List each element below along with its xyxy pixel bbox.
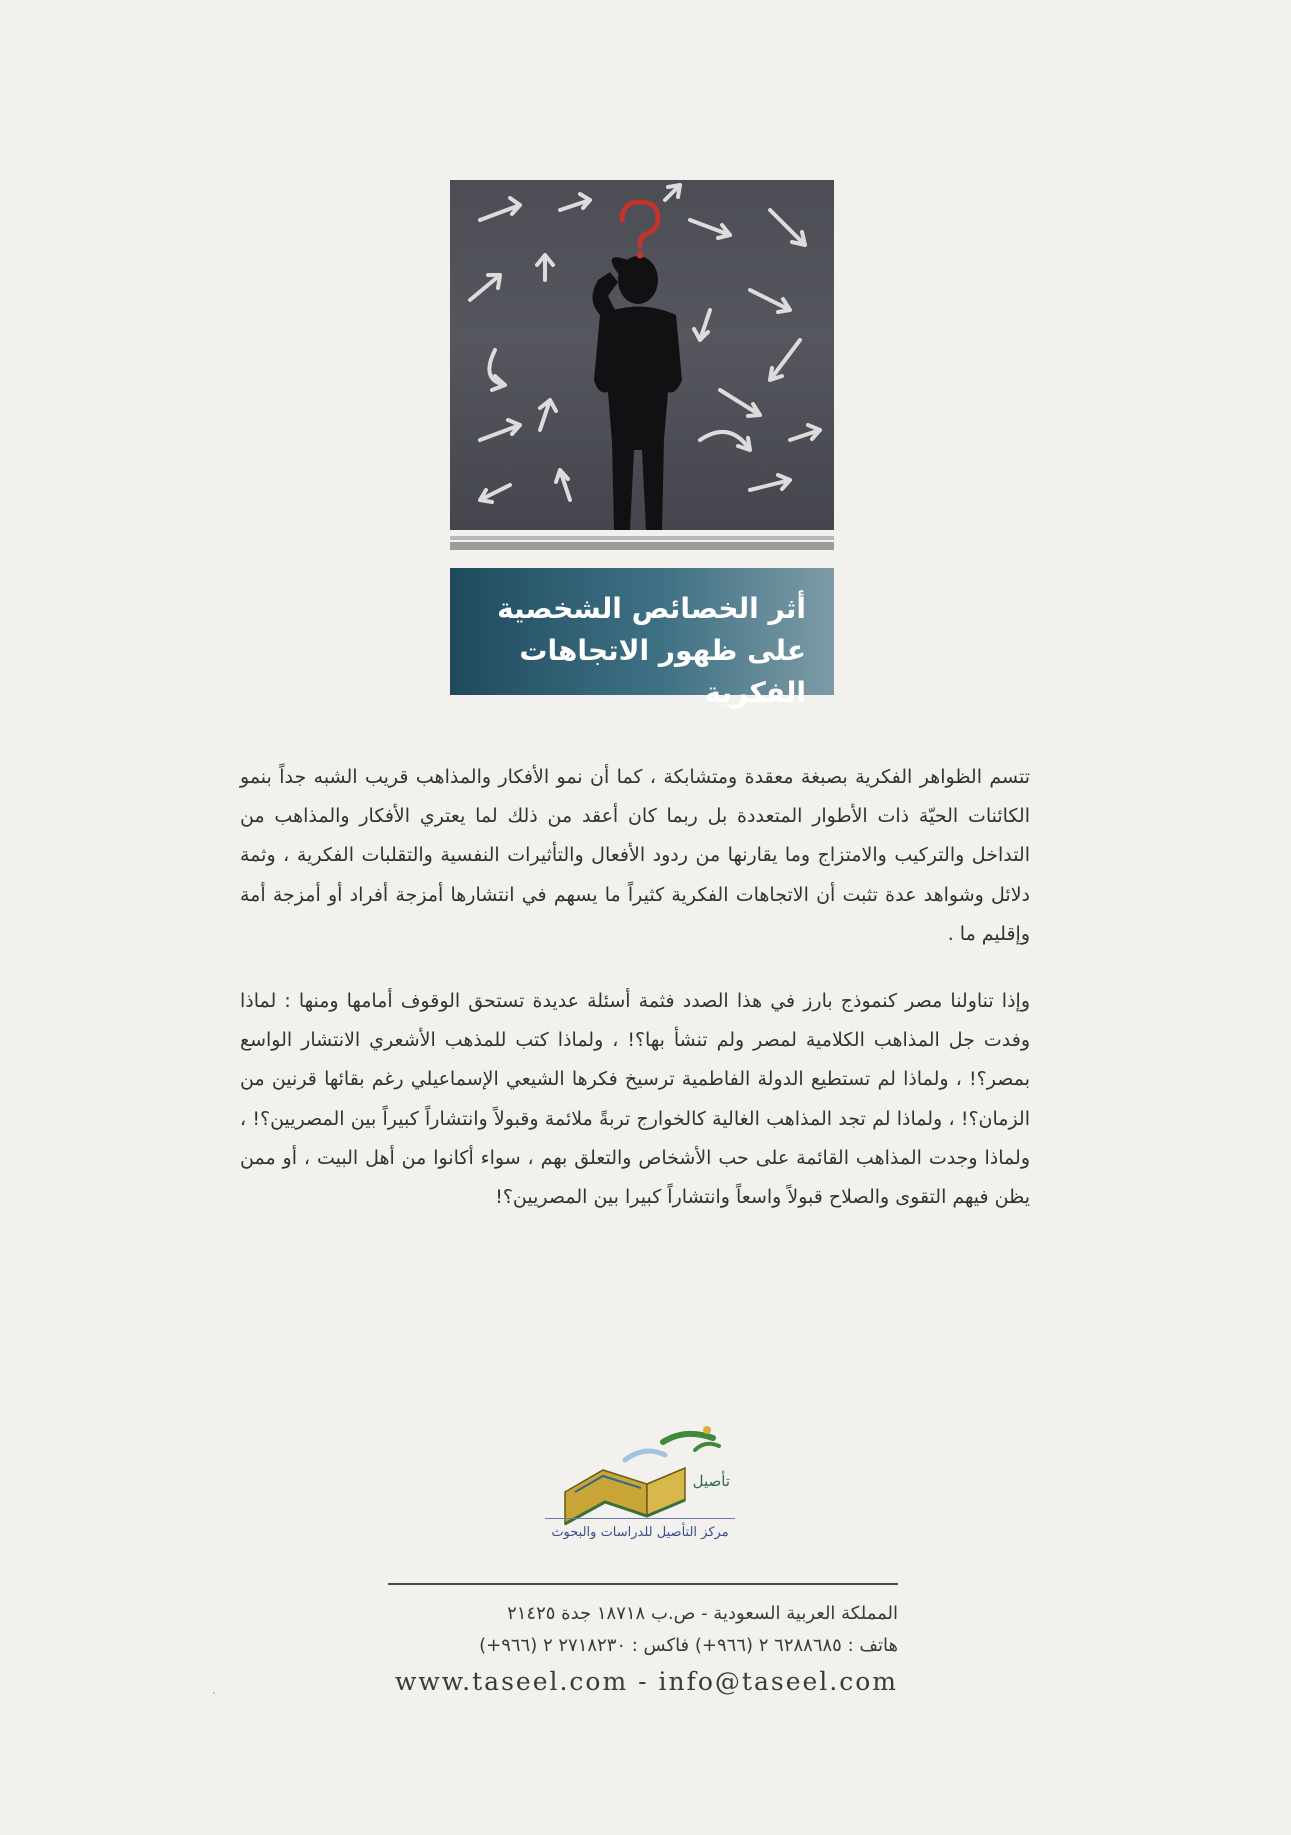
- decorative-stripe: [450, 542, 834, 550]
- cover-illustration: [450, 180, 834, 530]
- blurb-paragraph: وإذا تناولنا مصر كنموذج بارز في هذا الصدد فثمة أسئلة عديدة تستحق الوقوف أمامها ومنها : لماذا وفدت جل المذاهب الكلامية لمصر ولم تنشأ بها؟! ، ولماذا كتب للمذهب الأشعري الانتشار الواسع بمصر؟! ، ولماذا لم تستطيع الدولة الفاطمية ترسيخ فكرها الشيعي الإسماعيلي رغم بقائها قرنين من الزمان؟! ، ولماذا لم تجد المذاهب الغالية كالخوارج تربةً ملائمة وقبولاً وانتشاراً كبيراً بين المصريين؟! ، ولماذا وجدت المذاهب القائمة على حب الأشخاص والتعلق بهم ، سواء أكانوا من أهل البيت ، أو ممن يظن فيهم التقوى والصلاح قبولاً واسعاً وانتشاراً كبيرا بين المصريين؟!: [240, 990, 1030, 1209]
- publisher-logo-name: تأصيل: [692, 1472, 730, 1490]
- decorative-stripe: [450, 536, 834, 540]
- publisher-web: www.taseel.com - info@taseel.com: [394, 1667, 898, 1696]
- paper-speck: ·: [212, 1686, 216, 1700]
- book-title-panel: [450, 568, 834, 709]
- blurb: [240, 758, 1030, 1217]
- person-question-mark-icon: [450, 180, 834, 530]
- book-title-line: أثر الخصائص الشخصية: [497, 592, 806, 625]
- publisher-phones: هاتف : ٦٢٨٨٦٨٥ ٢ (٩٦٦+) فاكس : ٢٧١٨٢٣٠ ٢ (٩٦٦+): [479, 1635, 898, 1656]
- divider: [388, 1583, 898, 1585]
- publisher-contact: [388, 1598, 898, 1702]
- publisher-address: المملكة العربية السعودية - ص.ب ١٨٧١٨ جدة ٢١٤٢٥: [507, 1603, 898, 1624]
- book-subtitle-line: على ظهور الاتجاهات الفكرية: [519, 634, 806, 709]
- publisher-name: مركز التأصيل للدراسات والبحوث: [545, 1518, 735, 1540]
- blurb-paragraph: تتسم الظواهر الفكرية بصبغة معقدة ومتشابكة ، كما أن نمو الأفكار والمذاهب قريب الشبه جداً بنمو الكائنات الحيّة ذات الأطوار المتعددة بل ربما كان أعقد من ذلك لما يعتري الأفكار والمذاهب من التداخل والتركيب والامتزاج وما يقارنها من ردود الأفعال والتأثيرات النفسية والتقلبات الفكرية ، وثمة دلائل وشواهد عدة تثبت أن الاتجاهات الفكرية كثيراً ما يسهم في انتشارها أمزجة أفراد أو أمزجة أمة وإقليم ما .: [240, 766, 1030, 945]
